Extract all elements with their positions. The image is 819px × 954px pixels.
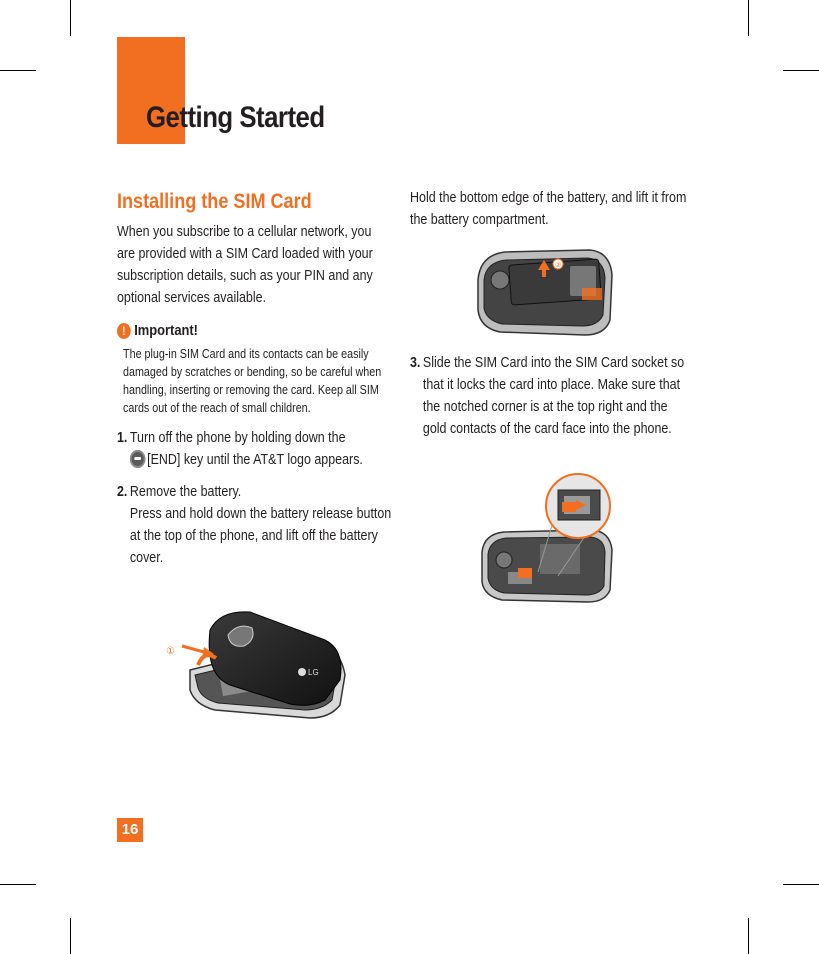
step-marker-2: ② (555, 261, 562, 269)
crop-mark (748, 0, 749, 36)
step-number: 1. (117, 430, 128, 446)
crop-mark (70, 0, 71, 36)
battery-cover-illustration (160, 600, 360, 725)
step-3-text: Slide the SIM Card into the SIM Card socket so that it locks the card into place. Make sure that the notched corner is at the top right and the gold contacts of the card face into the phone. (422, 355, 685, 437)
step-3 (410, 352, 689, 440)
crop-mark (748, 918, 749, 954)
crop-mark (70, 918, 71, 954)
right-column (410, 187, 690, 231)
page-number: 16 (117, 818, 143, 842)
sim-insertion-illustration (478, 472, 618, 607)
crop-mark (783, 70, 819, 71)
battery-removal-illustration (470, 240, 620, 340)
step-1-text: Turn off the phone by holding down the (129, 430, 346, 446)
step-number: 3. (410, 355, 421, 371)
important-heading (117, 321, 391, 341)
step-2-detail: Press and hold down the battery release button at the top of the phone, and lift off the battery cover. (129, 506, 392, 566)
crop-mark (783, 884, 819, 885)
battery-lift-paragraph: Hold the bottom edge of the battery, and lift it from the battery compartment. (410, 190, 687, 228)
lg-logo: LG (308, 668, 319, 677)
step-2-text: Remove the battery. (129, 484, 242, 500)
important-label: Important! (134, 322, 198, 339)
important-text: The plug-in SIM Card and its contacts can be easily damaged by scratches or bending, so be careful when handling, inserting or removing the card. Keep all SIM cards out of the reach of small children. (123, 347, 382, 415)
crop-mark (0, 884, 36, 885)
step-1-text-after: [END] key until the AT&T logo appears. (147, 452, 363, 468)
crop-mark (0, 70, 36, 71)
step-1 (117, 427, 391, 471)
warning-icon: ! (117, 323, 131, 339)
section-heading: Installing the SIM Card (117, 190, 312, 213)
step-text (130, 427, 391, 471)
step-text (130, 481, 391, 569)
left-column (117, 187, 392, 569)
end-key-icon (130, 450, 145, 468)
step-3-block (410, 352, 690, 440)
step-2 (117, 481, 391, 569)
chapter-title: Getting Started (146, 101, 325, 134)
intro-paragraph: When you subscribe to a cellular network, you are provided with a SIM Card loaded with your subscription details, such as your PIN and any optional services available. (117, 224, 373, 306)
step-number: 2. (117, 484, 128, 500)
step-marker-1: ① (166, 646, 175, 657)
